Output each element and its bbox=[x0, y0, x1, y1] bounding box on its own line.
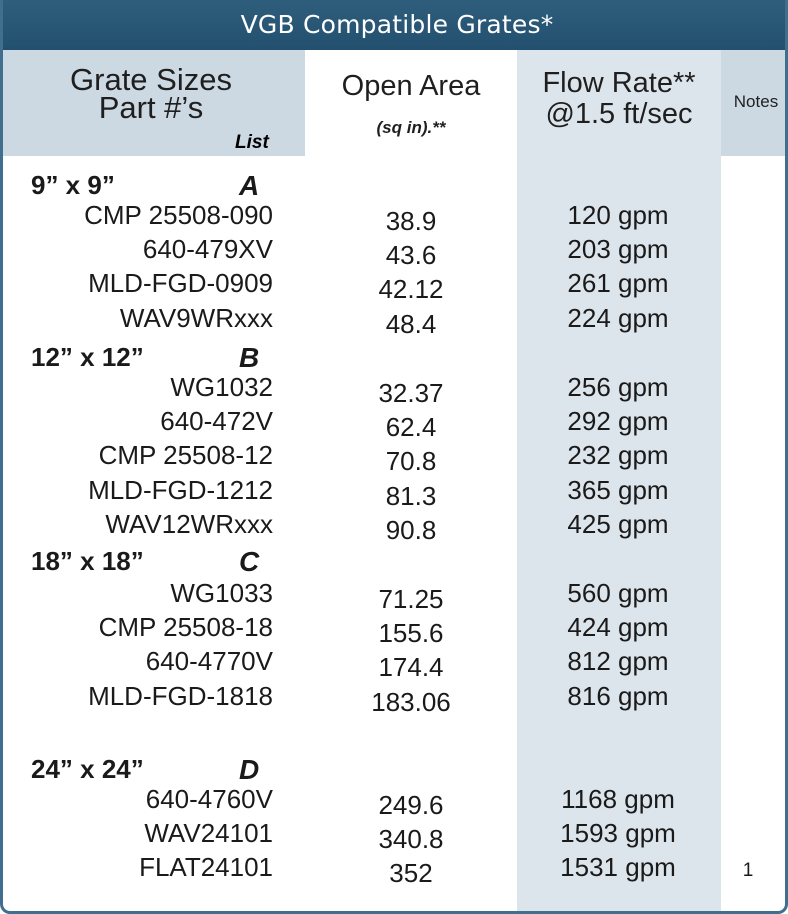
open-area-value: 70.8 bbox=[385, 446, 437, 477]
open-area-value: 71.25 bbox=[378, 584, 444, 614]
part-number: 640-479XV bbox=[142, 234, 273, 265]
open-area-value: 38.9 bbox=[385, 206, 437, 236]
grate-size-letter: C bbox=[239, 546, 260, 577]
grate-size-letter: A bbox=[239, 170, 260, 201]
part-number: CMP 25508-090 bbox=[84, 200, 273, 230]
part-number: WAV24101 bbox=[144, 818, 273, 849]
flow-rate-value: 812 gpm bbox=[567, 646, 669, 677]
flow-rate-value: 224 gpm bbox=[567, 302, 669, 333]
open-area-value: 42.12 bbox=[378, 274, 444, 305]
grate-size-letter: B bbox=[239, 342, 260, 373]
table-row bbox=[3, 200, 788, 234]
open-area-value: 155.6 bbox=[378, 618, 444, 649]
flow-rate-value: 120 gpm bbox=[567, 200, 669, 230]
flow-rate-value: 232 gpm bbox=[567, 440, 669, 471]
table-row bbox=[3, 818, 788, 855]
header-grate-line2: Part #’s bbox=[98, 90, 204, 125]
grate-size-label: 18” x 18” bbox=[31, 546, 144, 576]
open-area-value: 62.4 bbox=[385, 412, 437, 443]
grate-size-label: 12” x 12” bbox=[31, 342, 144, 372]
table-row bbox=[3, 372, 788, 406]
header-grate-sizes bbox=[21, 62, 281, 125]
open-area-value: 340.8 bbox=[378, 824, 444, 855]
header-flow-line2: @1.5 ft/sec bbox=[545, 98, 693, 130]
section-header bbox=[3, 546, 788, 580]
open-area-value: 174.4 bbox=[378, 652, 444, 683]
header-open-area: Open Area bbox=[341, 70, 481, 102]
table-row bbox=[3, 406, 788, 443]
table-row bbox=[3, 852, 788, 889]
grate-size-letter: D bbox=[239, 754, 260, 785]
open-area-value: 81.3 bbox=[385, 480, 437, 511]
part-number: 640-472V bbox=[160, 406, 273, 437]
table-row bbox=[3, 646, 788, 683]
open-area-value: 249.6 bbox=[378, 790, 444, 820]
flow-rate-value: 424 gpm bbox=[567, 612, 669, 643]
table-row bbox=[3, 440, 788, 477]
part-number: MLD-FGD-1212 bbox=[88, 474, 273, 505]
part-number: 640-4770V bbox=[145, 646, 273, 677]
open-area-value: 352 bbox=[389, 858, 433, 889]
part-number: WG1032 bbox=[170, 372, 273, 402]
open-area-value: 183.06 bbox=[371, 686, 451, 717]
header-flow-rate bbox=[517, 68, 721, 130]
flow-rate-value: 256 gpm bbox=[567, 372, 669, 402]
table-row bbox=[3, 784, 788, 818]
open-area-value: 32.37 bbox=[378, 378, 444, 408]
flow-rate-value: 425 gpm bbox=[567, 508, 669, 539]
open-area-value: 43.6 bbox=[385, 240, 437, 271]
open-area-value: 48.4 bbox=[385, 308, 437, 339]
table-row bbox=[3, 681, 788, 715]
grate-size-label: 24” x 24” bbox=[31, 754, 144, 784]
part-number: 640-4760V bbox=[145, 784, 273, 814]
flow-rate-value: 816 gpm bbox=[567, 680, 669, 711]
table-row bbox=[3, 303, 788, 337]
part-number: MLD-FGD-1818 bbox=[88, 680, 273, 711]
table-row bbox=[3, 509, 788, 543]
open-area-value: 90.8 bbox=[385, 514, 437, 545]
flow-rate-value: 203 gpm bbox=[567, 234, 669, 265]
header-cell-open-area bbox=[305, 50, 517, 156]
part-number: FLAT24101 bbox=[139, 852, 273, 883]
grate-size-label: 9” x 9” bbox=[31, 170, 115, 200]
table-title: VGB Compatible Grates* bbox=[3, 0, 788, 50]
table-row bbox=[3, 475, 788, 509]
header-grate-line1: Grate Sizes bbox=[70, 62, 232, 97]
part-number: CMP 25508-12 bbox=[98, 440, 273, 471]
header-list-label: List bbox=[235, 132, 269, 153]
part-number: MLD-FGD-0909 bbox=[88, 268, 273, 299]
part-number: CMP 25508-18 bbox=[98, 612, 273, 643]
flow-rate-value: 261 gpm bbox=[567, 268, 669, 299]
flow-rate-value: 1593 gpm bbox=[560, 818, 676, 849]
flow-rate-value: 1168 gpm bbox=[561, 784, 675, 814]
header-open-area-unit: (sq in).** bbox=[376, 118, 446, 137]
part-number: WG1033 bbox=[170, 578, 273, 608]
table-row bbox=[3, 268, 788, 305]
flow-rate-value: 1531 gpm bbox=[560, 852, 676, 883]
table-row bbox=[3, 578, 788, 612]
flow-rate-value: 560 gpm bbox=[567, 578, 669, 608]
table-row bbox=[3, 612, 788, 649]
part-number: WAV9WRxxx bbox=[119, 302, 273, 333]
section-header bbox=[3, 754, 788, 788]
flow-rate-value: 292 gpm bbox=[567, 406, 669, 437]
flow-rate-value: 365 gpm bbox=[567, 474, 669, 505]
section-header bbox=[3, 342, 788, 376]
section-header bbox=[3, 170, 788, 204]
table-row bbox=[3, 234, 788, 271]
header-notes: Notes bbox=[733, 92, 779, 111]
header-flow-line1: Flow Rate** bbox=[542, 67, 696, 99]
part-number: WAV12WRxxx bbox=[105, 508, 273, 539]
note-value: 1 bbox=[742, 860, 754, 882]
